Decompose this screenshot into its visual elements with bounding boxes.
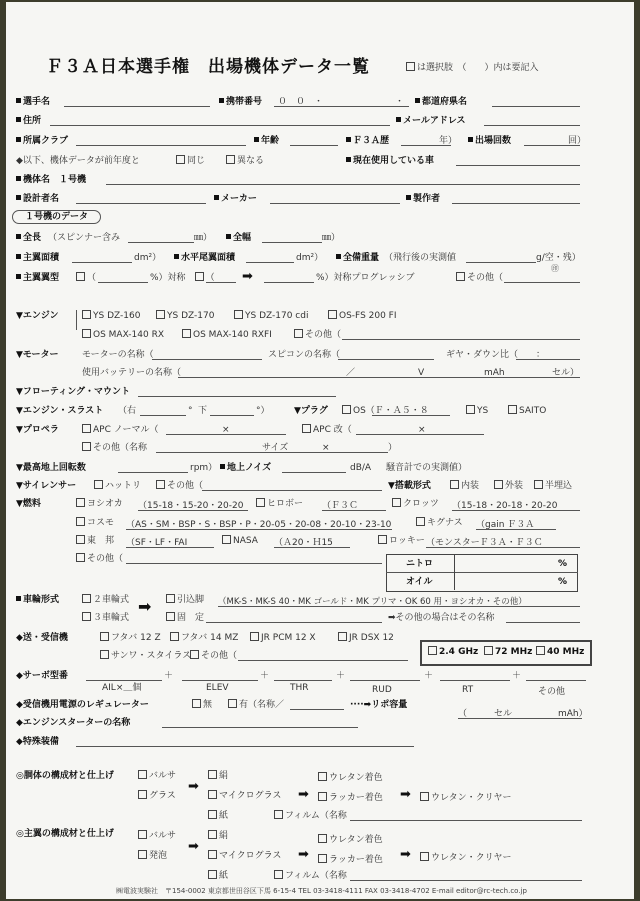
stamp-mark: ㊞ — [551, 264, 559, 273]
label-ground-noise: 地上ノイズ — [220, 462, 271, 474]
field-ground-noise[interactable] — [282, 472, 346, 473]
noise-unit: dB/A — [350, 463, 372, 473]
field-fuel-other[interactable] — [126, 563, 382, 564]
field-plug-os[interactable] — [372, 415, 450, 416]
label-player-name: 選手名 — [16, 96, 50, 108]
battery-volt: V — [418, 368, 425, 378]
option-wing-urethane-color[interactable]: ウレタン着色 — [318, 834, 383, 846]
label-nitro: ニトロ — [406, 559, 434, 569]
option-apc-normal[interactable]: APC ノーマル（ — [82, 424, 158, 436]
option-fuel-other[interactable]: その他（ — [76, 553, 123, 565]
field-special[interactable] — [76, 746, 414, 747]
field-club[interactable] — [76, 145, 246, 146]
option-body-urethane-clear[interactable]: ウレタン・クリヤー — [420, 792, 511, 804]
label-regulator: ◆受信機用電源のレギュレーター — [16, 700, 149, 710]
option-wing-microglass[interactable]: マイクログラス — [208, 850, 281, 862]
servo-other: その他 — [538, 687, 566, 697]
prop-size: サイズ — [262, 443, 289, 453]
option-wing-other[interactable]: その他（ — [456, 272, 503, 284]
field-wing-other[interactable] — [504, 282, 580, 283]
servo-plus-1: ＋ — [164, 671, 174, 681]
label-main-area: 主翼面積 — [16, 252, 59, 264]
fuel-kiguchi-value: （gain Ｆ３Ａ — [476, 520, 535, 530]
gear-ratio-sep: ： — [536, 350, 546, 360]
field-esc-name[interactable] — [338, 359, 434, 360]
label-f3a-years: Ｆ３Ａ歴 — [346, 135, 389, 147]
label-silencer: ▼サイレンサー — [16, 481, 77, 491]
option-body-microglass[interactable]: マイクログラス — [208, 790, 281, 802]
label-tail-area: 水平尾翼面積 — [174, 252, 235, 264]
field-max-rpm[interactable] — [118, 472, 188, 473]
length-note: （スピンナー含み — [48, 233, 121, 243]
fuel-cosmo-value: （AS・SM・BSP・S・BSP・P・20-05・20-08・20-10・23-10 — [126, 520, 392, 530]
option-mount-inner[interactable]: 内装 — [450, 480, 479, 492]
label-wing-type: 主翼翼型 — [16, 272, 59, 284]
option-body-net[interactable]: 絹 — [208, 770, 228, 782]
arrow-right-icon: ➡ — [400, 787, 411, 802]
option-mount-outer[interactable]: 外装 — [494, 480, 523, 492]
main-area-unit: dm²） — [134, 253, 162, 263]
option-os-fs200fi[interactable]: OS-FS 200 FI — [328, 310, 397, 322]
label-designer: 設計者名 — [16, 193, 59, 205]
apc-mod-x: × — [418, 425, 426, 435]
field-current-car[interactable] — [456, 165, 580, 166]
field-fuel-yoshioka[interactable] — [138, 510, 248, 511]
field-wing-prog-b[interactable] — [264, 282, 314, 283]
thrust-deg: ° — [188, 406, 193, 416]
field-main-area[interactable] — [72, 262, 132, 263]
field-fuel-kiguchi[interactable] — [476, 529, 556, 530]
field-servo-rt[interactable] — [440, 680, 510, 681]
option-os-max140rxfi[interactable]: OS MAX-140 RXFI — [182, 329, 272, 341]
option-band-72mhz[interactable]: 72 MHz — [484, 646, 532, 658]
form-title: Ｆ３Ａ日本選手権 出場機体データ一覧 — [46, 57, 370, 77]
option-different[interactable]: 異なる — [226, 155, 264, 167]
field-address[interactable] — [50, 125, 390, 126]
checkbox-legend — [406, 62, 415, 71]
field-fuel-cosmo[interactable] — [126, 529, 392, 530]
servo-plus-5: ＋ — [512, 671, 522, 681]
field-starter[interactable] — [162, 727, 358, 728]
lipo-mah: mAh） — [558, 709, 588, 719]
arrow-right-icon: ➡ — [400, 847, 411, 862]
arrow-right-icon: ➡ — [138, 597, 152, 616]
gear-retract-value: （MK-S・MK-S 40・MK ゴールド・MK プリマ・OK 60 用・ヨシオカ・その他） — [218, 597, 527, 607]
field-gear-ratio[interactable] — [516, 359, 580, 360]
nitro-pct: % — [558, 559, 568, 569]
servo-rud: RUD — [372, 685, 392, 695]
label-gear: 車輪形式 — [16, 594, 59, 606]
option-futaba14mz[interactable]: フタバ 14 MZ — [170, 632, 238, 644]
option-gear-retract[interactable]: 引込脚 — [166, 594, 204, 606]
option-sanwa[interactable]: サンワ・スタイラス — [100, 650, 191, 662]
option-wing-film[interactable]: フィルム（名称 — [274, 870, 347, 882]
thrust-down: 下 — [198, 406, 208, 416]
label-maker: メーカー — [214, 193, 257, 205]
field-thrust-down[interactable] — [210, 415, 254, 416]
length-unit: ㎜） — [194, 233, 213, 243]
field-aircraft-name[interactable] — [106, 184, 580, 185]
servo-thr: THR — [290, 683, 309, 693]
label-special: ◆特殊装備 — [16, 737, 59, 747]
servo-plus-4: ＋ — [424, 671, 434, 681]
battery-slash: ／ — [346, 368, 356, 378]
field-silencer-other[interactable] — [202, 490, 382, 491]
fuel-hirobo-value: （Ｆ３Ｃ — [322, 501, 359, 511]
field-motor-name[interactable] — [152, 359, 262, 360]
option-futaba12z[interactable]: フタバ 12 Z — [100, 632, 161, 644]
label-builder: 製作者 — [406, 193, 440, 205]
option-regulator-yes[interactable]: 有（名称／ — [228, 699, 284, 711]
label-battery: 使用バッテリーの名称（ — [82, 368, 182, 378]
label-mobile: 携帯番号 — [219, 96, 262, 108]
arrow-right-icon: ➡ — [298, 847, 309, 862]
option-ys-dz170-cdi[interactable]: YS DZ-170 cdi — [234, 310, 308, 322]
mobile-value: ０ ０ ・ ・ — [278, 97, 405, 107]
option-plug-ys[interactable]: YS — [466, 405, 488, 417]
oil-pct: % — [558, 577, 568, 587]
label-lipo: ····➡リポ容量 — [350, 700, 408, 710]
battery-mah: mAh — [484, 368, 505, 378]
label-address: 住所 — [16, 115, 41, 127]
field-tail-area[interactable] — [246, 262, 294, 263]
gear-other-name: ➡その他の場合はその名称 — [388, 613, 495, 623]
publisher-footer: ㈱電波実験社 〒154-0002 東京都世田谷区下馬 6-15-4 TEL 03-3418-4111 FAX 03-3418-4702 E-mail editor@rc-tech.co.jp — [116, 887, 527, 895]
label-club: 所属クラブ — [16, 135, 68, 147]
option-band-24ghz[interactable]: 2.4 GHz — [428, 646, 478, 658]
option-fuel-nasa[interactable]: NASA — [222, 535, 258, 547]
apc-normal-x: × — [222, 425, 230, 435]
field-mobile[interactable] — [274, 106, 409, 107]
nitro-oil-divider — [386, 572, 578, 573]
field-wing-prog-a[interactable] — [206, 282, 236, 283]
label-gear-ratio: ギヤ・ダウン比（ — [446, 350, 519, 360]
option-regulator-none[interactable]: 無 — [192, 699, 212, 711]
label-max-rpm: ▼最高地上回転数 — [16, 463, 86, 473]
field-fuel-rocky[interactable] — [426, 547, 580, 548]
entries-unit: 回） — [568, 136, 587, 146]
option-band-40mhz[interactable]: 40 MHz — [536, 646, 584, 658]
noise-note: 騒音計での実測値） — [386, 463, 468, 473]
entry-form-sheet — [6, 2, 634, 899]
field-weight[interactable] — [466, 262, 536, 263]
option-fuel-tohoh[interactable]: 東 邦 — [76, 535, 114, 547]
label-length: 全長 — [16, 232, 41, 244]
field-wing-film[interactable] — [350, 880, 582, 881]
label-current-car: 現在使用している車 — [346, 155, 434, 167]
field-thrust-right[interactable] — [140, 415, 186, 416]
battery-cell: セル） — [552, 368, 580, 378]
option-os-max140rx[interactable]: OS MAX-140 RX — [82, 329, 164, 341]
option-wing-paper[interactable]: 紙 — [208, 870, 228, 882]
servo-ail: AIL×＿個 — [102, 683, 142, 693]
weight-unit: g/空・残） — [536, 253, 581, 263]
field-servo-rud[interactable] — [350, 680, 420, 681]
label-starter: ◆エンジンスターターの名称 — [16, 718, 131, 728]
option-body-balsa[interactable]: バルサ — [138, 770, 176, 782]
option-wing-lacquer-color[interactable]: ラッカー着色 — [318, 854, 383, 866]
lipo-cell: （ セル — [458, 709, 513, 719]
label-motor: ▼モーター — [16, 350, 59, 360]
label-engine: ▼エンジン — [16, 311, 59, 321]
label-thrust: ▼エンジン・スラスト — [16, 406, 104, 416]
field-servo-other[interactable] — [526, 680, 586, 681]
option-gear-fixed[interactable]: 固 定 — [166, 612, 204, 624]
option-prop-other[interactable]: その他（名称 — [82, 442, 147, 454]
option-fuel-rocky[interactable]: ロッキー — [378, 535, 425, 547]
label-motor-name: モーターの名称（ — [82, 350, 154, 360]
field-gear-retract[interactable] — [218, 606, 580, 607]
option-jr-dsx12[interactable]: JR DSX 12 — [338, 632, 394, 644]
option-plug-saito[interactable]: SAITO — [508, 405, 546, 417]
option-body-film[interactable]: フィルム（名称 — [274, 810, 347, 822]
prop-close: ） — [388, 443, 398, 453]
field-gear-other[interactable] — [506, 622, 580, 623]
same-note: ◆以下、機体データが前年度と — [16, 156, 140, 166]
servo-elev: ELEV — [206, 683, 229, 693]
option-body-urethane-color[interactable]: ウレタン着色 — [318, 772, 383, 784]
option-engine-other[interactable]: その他（ — [294, 329, 341, 341]
option-fuel-cosmo[interactable]: コスモ — [76, 517, 114, 529]
label-body-materials: ◎胴体の構成材と仕上げ — [16, 771, 114, 781]
option-body-glass[interactable]: グラス — [138, 790, 176, 802]
data-section-header: １号機のデータ — [12, 210, 101, 224]
thrust-right: （右 — [118, 406, 137, 416]
label-aircraft-name: 機体名 １号機 — [16, 174, 86, 186]
fuel-nasa-value: （Ａ20・Ｈ15 — [274, 538, 333, 548]
label-wing-materials: ◎主翼の構成材と仕上げ — [16, 829, 114, 839]
option-wing-urethane-clear[interactable]: ウレタン・クリヤー — [420, 852, 511, 864]
weight-note: （飛行後の実測値 — [384, 253, 457, 263]
fuel-yoshioka-value: （15-18・15-20・20-20 — [138, 501, 244, 511]
field-maker[interactable] — [270, 203, 400, 204]
arrow-right-icon: ➡ — [188, 839, 199, 854]
servo-plus-2: ＋ — [260, 671, 270, 681]
field-servo-ail[interactable] — [86, 680, 162, 681]
option-wing-net[interactable]: 絹 — [208, 830, 228, 842]
option-fuel-hirobo[interactable]: ヒロボー — [256, 498, 303, 510]
option-silencer-hatori[interactable]: ハットリ — [94, 480, 141, 492]
field-gear-fixed[interactable] — [206, 622, 382, 623]
wing-prog-pct: %）対称プログレッシブ — [316, 273, 415, 283]
field-span[interactable] — [262, 242, 322, 243]
arrow-right-icon: ➡ — [242, 269, 253, 284]
form-legend — [406, 60, 539, 73]
option-wing-foam[interactable]: 発泡 — [138, 850, 167, 862]
option-ys-dz170[interactable]: YS DZ-170 — [156, 310, 214, 322]
label-fuel: ▼燃料 — [16, 499, 41, 509]
option-jr-pcm12x[interactable]: JR PCM 12 X — [250, 632, 316, 644]
wing-symmetric-pct: %）対称 （ — [150, 273, 215, 283]
field-servo-thr[interactable] — [274, 680, 332, 681]
option-fuel-kiguchi[interactable]: キグナス — [416, 517, 463, 529]
field-fuel-tohoh[interactable] — [126, 547, 214, 548]
fuel-rocky-value: （モンスターＦ３Ａ・Ｆ３Ｃ — [426, 538, 543, 548]
label-age: 年齢 — [254, 135, 279, 147]
option-apc-mod[interactable]: APC 改（ — [302, 424, 352, 436]
arrow-right-icon: ➡ — [188, 779, 199, 794]
label-propeller: ▼プロペラ — [16, 425, 59, 435]
option-plug-os[interactable]: OS（Ｆ・Ａ５・８ — [342, 405, 429, 417]
option-fuel-yoshioka[interactable]: ヨシオカ — [76, 498, 123, 510]
field-battery[interactable] — [178, 377, 580, 378]
legend-paren: （ ）内は要記入 — [462, 63, 539, 73]
rpm-unit: rpm） — [190, 463, 218, 473]
field-floating-mount[interactable] — [138, 396, 336, 397]
engine-divider — [76, 310, 77, 330]
option-silencer-other[interactable]: その他（ — [156, 480, 203, 492]
field-length[interactable] — [128, 242, 194, 243]
option-body-lacquer-color[interactable]: ラッカー着色 — [318, 792, 383, 804]
label-mount-type: ▼搭載形式 — [388, 481, 431, 491]
option-wing-symmetric[interactable]: （ — [76, 272, 96, 284]
option-fuel-clot[interactable]: クロッツ — [392, 498, 439, 510]
option-body-paper[interactable]: 紙 — [208, 810, 228, 822]
field-age[interactable] — [290, 145, 338, 146]
fuel-clot-value: （15-18・20-18・20-20 — [452, 501, 558, 511]
field-regulator-name[interactable] — [290, 709, 344, 710]
field-email[interactable] — [484, 125, 580, 126]
label-email: メールアドレス — [396, 115, 466, 127]
field-player-name[interactable] — [64, 106, 210, 107]
span-unit: ㎜） — [322, 233, 341, 243]
arrow-right-icon: ➡ — [298, 787, 309, 802]
label-prefecture: 都道府県名 — [415, 96, 467, 108]
field-fuel-clot[interactable] — [452, 510, 580, 511]
field-fuel-hirobo[interactable] — [322, 510, 386, 511]
option-wing-balsa[interactable]: バルサ — [138, 830, 176, 842]
option-ys-dz160[interactable]: YS DZ-160 — [82, 310, 140, 322]
field-designer[interactable] — [76, 203, 206, 204]
label-servo: ◆サーボ型番 — [16, 671, 68, 681]
label-oil: オイル — [406, 577, 433, 587]
field-builder[interactable] — [452, 203, 580, 204]
field-radio-other[interactable] — [238, 660, 408, 661]
label-radio: ◆送・受信機 — [16, 633, 68, 643]
f3a-years-unit: 年） — [439, 136, 458, 146]
option-radio-other[interactable]: その他（ — [190, 650, 237, 662]
label-floating-mount: ▼フローティング・マウント — [16, 387, 131, 397]
prop-x: × — [322, 443, 330, 453]
thrust-deg-close: °） — [256, 406, 270, 416]
label-esc-name: スピコンの名称（ — [268, 350, 341, 360]
label-entries: 出場回数 — [468, 135, 511, 147]
field-fuel-nasa[interactable] — [274, 547, 350, 548]
option-gear-two[interactable]: ２車輪式 — [82, 594, 129, 606]
legend-choice: は選択肢 — [417, 63, 454, 73]
nitro-oil-col — [454, 554, 455, 590]
field-servo-elev[interactable] — [182, 680, 258, 681]
label-weight: 全備重量 — [336, 252, 379, 264]
label-span: 全幅 — [226, 232, 251, 244]
fuel-tohoh-value: （SF・LF・FAI — [126, 538, 188, 548]
field-prefecture[interactable] — [492, 106, 580, 107]
servo-plus-3: ＋ — [336, 671, 346, 681]
field-engine-other[interactable] — [342, 339, 580, 340]
option-mount-half[interactable]: 半埋込 — [534, 480, 572, 492]
field-wing-symmetric[interactable] — [98, 282, 148, 283]
option-gear-three[interactable]: ３車輪式 — [82, 612, 129, 624]
label-plug: ▼プラグ — [294, 406, 328, 416]
tail-area-unit: dm²） — [296, 253, 324, 263]
field-body-film[interactable] — [350, 820, 582, 821]
servo-rt: RT — [462, 685, 474, 695]
option-same[interactable]: 同じ — [176, 155, 205, 167]
